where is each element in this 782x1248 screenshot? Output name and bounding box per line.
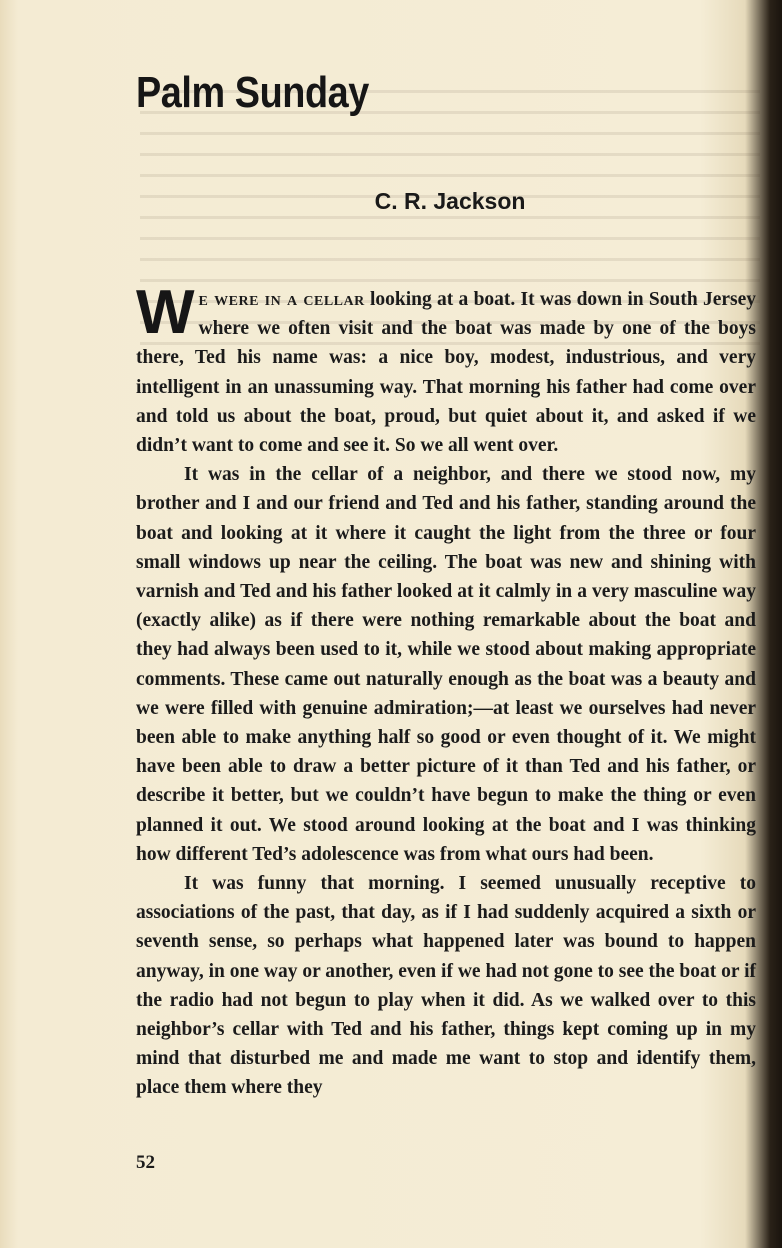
paragraph-1 (136, 278, 756, 460)
lead-in: e were in a cellar (198, 289, 365, 310)
author-byline: C. R. Jackson (374, 188, 526, 214)
paragraph-3: It was funny that morning. I seemed unusually receptive to associations of the past, that day, as if I had suddenly acquired a sixth or seventh sense, so perhaps what happened later was bound to happen anyway, in one way or another, even if we had not gone to see the boat or if the radio had not begun to play when it did. As we walked over to this neighbor’s cellar with Ted and his father, things kept coming up in my mind that disturbed me and made me want to stop and identify them, place them where they (136, 873, 756, 1099)
paragraph-1-text: looking at a boat. It was down in South Jersey where we often visit and the boat was made by one of the boys there, Ted his name was: a nice boy, modest, industrious, and very intelligent in an unassuming way. That morning his father had come over and told us about the boat, proud, but quiet about it, and asked if we didn’t want to come and see it. So we all went over. (136, 289, 756, 457)
article-body (136, 278, 756, 1103)
page-number: 52 (136, 1152, 155, 1173)
paragraph-2: It was in the cellar of a neighbor, and there we stood now, my brother and I and our friend and Ted and his father, standing around the boat and looking at it where it caught the light from the three or four small windows up near the ceiling. The boat was new and shining with varnish and Ted and his father looked at it calmly in a very masculine way (exactly alike) as if there were nothing remarkable about the boat and they had always been used to it, while we stood about making appropriate comments. These came out naturally enough as the boat was a beauty and we were filled with genuine admiration;—at least we ourselves had never been able to make anything half so good or even thought of it. We might have been able to draw a better picture of it than Ted and his father, or describe it better, but we couldn’t have begun to make the thing or even planned it out. We stood around looking at the boat and I was thinking how different Ted’s adolescence was from what ours had been. (136, 464, 756, 865)
article-title: Palm Sunday (136, 68, 369, 117)
drop-cap: W (136, 278, 195, 347)
